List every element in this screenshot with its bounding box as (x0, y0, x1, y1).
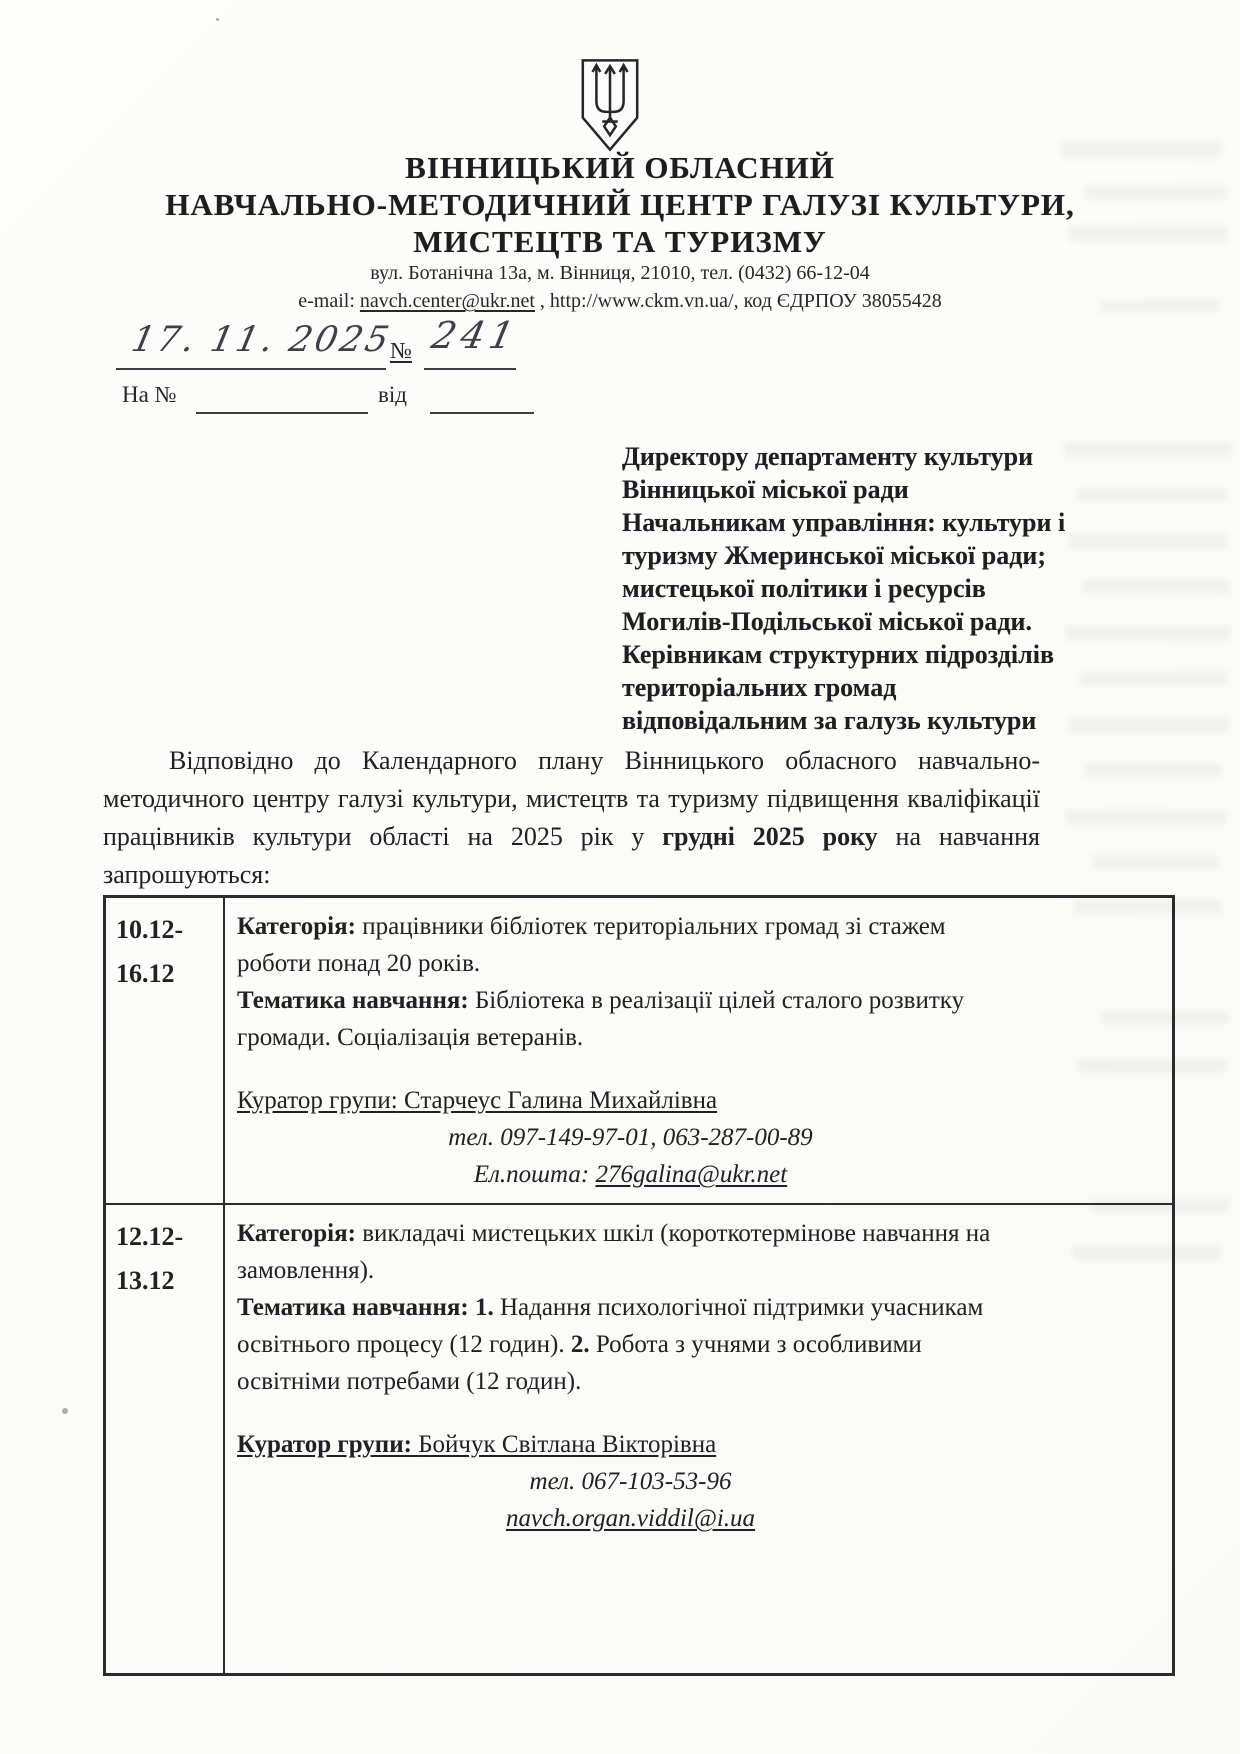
table-row (106, 898, 1172, 1203)
body-text-emphasis: грудні 2025 року (662, 822, 878, 851)
org-name-line-3: МИСТЕЦТВ ТА ТУРИЗМУ (413, 224, 827, 259)
category-text: працівники бібліотек територіальних громад зі стажем роботи понад 20 років. (237, 913, 946, 977)
org-name-line-2: НАВЧАЛЬНО-МЕТОДИЧНИЙ ЦЕНТР ГАЛУЗІ КУЛЬТУРИ, (165, 187, 1075, 222)
email-text: 276galina@ukr.net (595, 1161, 788, 1188)
phone-line: тел. 097-149-97-01, 063-287-00-89 (448, 1124, 813, 1151)
date-from: 12.12- (116, 1222, 184, 1251)
website-and-code: , http://www.ckm.vn.ua/, код ЄДРПОУ 38055428 (539, 290, 942, 312)
addressee-line: Вінницької міської ради (622, 475, 909, 504)
number-fill-line (424, 368, 516, 370)
addressee-line: Начальникам управління: культури і (622, 508, 1066, 537)
incoming-number-label: На № (122, 382, 177, 407)
email-line (237, 1500, 1024, 1537)
curator-label: Куратор групи: (237, 1431, 412, 1458)
topic-line (237, 1289, 1024, 1400)
category-text: викладачі мистецьких шкіл (короткотермінове навчання на замовлення). (237, 1220, 991, 1284)
body-paragraph (103, 742, 1040, 894)
category-line (237, 908, 1024, 982)
topic-text: Надання психологічної підтримки учасникам освітнього процесу (12 годин). (237, 1294, 984, 1358)
category-label: Категорія: (237, 913, 356, 940)
email-label: Ел.пошта: (473, 1161, 590, 1188)
date-from: 10.12- (116, 915, 184, 944)
topic-text: Бібліотека в реалізації цілей сталого розвитку громади. Соціалізація ветеранів. (237, 987, 965, 1051)
coat-of-arms-icon (576, 56, 644, 156)
letterhead-contacts (0, 290, 1240, 313)
topic-text: Робота з учнями з особливими освітніми потребами (12 годин). (237, 1331, 922, 1395)
topic-item-number: 2. (570, 1331, 590, 1358)
curator-name: Бойчук Світлана Вікторівна (418, 1431, 717, 1458)
incoming-date-fill-line (430, 412, 534, 414)
topic-label: Тематика навчання: (237, 987, 469, 1014)
addressee-line: Могилів-Подільської міської ради. (622, 607, 1033, 636)
paper-speck (62, 1408, 68, 1414)
email-line (237, 1156, 1024, 1193)
date-to: 16.12 (116, 959, 175, 988)
date-cell (106, 898, 225, 1203)
paper-speck (216, 18, 219, 21)
date-cell (106, 1205, 225, 1673)
topic-label: Тематика навчання: (237, 1294, 469, 1321)
handwritten-date: 17. 11. 2025 (128, 320, 396, 360)
topic-item-number: 1. (474, 1294, 494, 1321)
curator-label: Куратор групи: (237, 1087, 398, 1114)
addressee-line: Керівникам структурних підрозділів (622, 640, 1054, 669)
addressee-line: Директору департаменту культури (622, 442, 1034, 471)
body-text: на навчання запрошуються: (103, 822, 1040, 889)
curator-line (237, 1426, 1024, 1463)
body-text: Відповідно до Календарного плану Вінницького обласного навчально-методичного центру галузі культури, мистецтв та туризму підвищення кваліфікації працівників культури області на 2025 рік у (103, 746, 1040, 851)
details-cell (225, 898, 1172, 1203)
schedule-table (103, 895, 1175, 1676)
addressee-line: територіальних громад (622, 673, 897, 702)
table-row (106, 1203, 1172, 1673)
date-to: 13.12 (116, 1266, 175, 1295)
email-label: e-mail: (298, 290, 355, 312)
addressee-line: відповідальним за галузь культури (622, 706, 1037, 735)
letterhead-address: вул. Ботанічна 13а, м. Вінниця, 21010, тел. (0432) 66-12-04 (370, 262, 870, 284)
incoming-from-label: від (378, 382, 407, 407)
org-name-line-1: ВІННИЦЬКИЙ ОБЛАСНИЙ (405, 150, 835, 185)
incoming-number-fill-line (196, 412, 368, 414)
curator-line (237, 1082, 1024, 1119)
addressee-line: мистецької політики і ресурсів (622, 574, 986, 603)
addressee-block (622, 440, 1102, 737)
date-fill-line (116, 368, 386, 370)
topic-line (237, 982, 1024, 1056)
category-label: Категорія: (237, 1220, 356, 1247)
email-text: navch.organ.viddil@i.ua (505, 1505, 756, 1532)
handwritten-number: 241 (428, 314, 523, 357)
curator-name: Старчеус Галина Михайлівна (403, 1087, 718, 1114)
addressee-line: туризму Жмеринської міської ради; (622, 541, 1047, 570)
phone-line: тел. 067-103-53-96 (529, 1468, 732, 1495)
number-sign: № (390, 338, 412, 363)
category-line (237, 1215, 1024, 1289)
details-cell (225, 1205, 1172, 1673)
email-address: navch.center@ukr.net (359, 290, 535, 312)
